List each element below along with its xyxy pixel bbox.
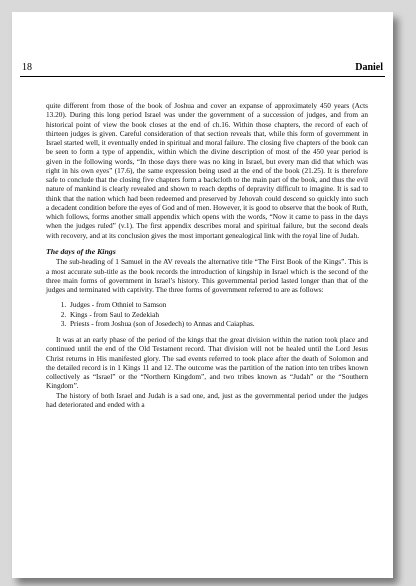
body-paragraph: quite different from those of the book of Joshua and cover an expanse of approximately 450 years (Acts 13.20). During this long period Israel was under the government of a succession of judges, and from an historical point of view the book closes at the end of ch.16. Within those chapters, the record of each of thirteen judges is given. Careful consideration of that section reveals that, while this form of government in Israel started well, it eventually ended in spiritual and moral failure. The closing five chapters of the book can be seen to form a type of appendix, within which the divine description of most of the 450 year period is given in the following words, “In those days there was no king in Israel, but every man did that which was right in his own eyes” (17.6), the same expression being used at the end of the book (21.25). It is therefore safe to conclude that the closing five chapters form a backcloth to the main part of the book, and thus the evil nature of mankind is clearly revealed and shown to reach depths of depravity difficult to imagine. It is sad to think that the nation which had been redeemed and preserved by Jehovah could descend so quickly into such a decadent condition before the eyes of God and of men. However, it is good to observe that the book of Ruth, which follows, forms another small appendix which opens with the words, “Now it came to pass in the days when the judges ruled” (v.1). The first appendix describes moral and spiritual failure, but the second deals with recovery, and at its conclusion gives the most important genealogical link with the royal line of Judah. <box>46 101 368 240</box>
chapter-title: Daniel <box>355 62 383 73</box>
body-paragraph: It was at an early phase of the period of the kings that the great division within the nation took place and continued until the end of the Old Testament record. That division will not be healed until the Lord Jesus Christ returns in His manifested glory. The sad events referred to took place after the death of Solomon and the detailed record is in 1 Kings 11 and 12. The outcome was the partition of the nation into ten tribes known collectively as “Israel” or the “Northern Kingdom”, and two tribes known as “Judah” or the “Southern Kingdom”. <box>46 335 368 391</box>
page-number: 18 <box>22 62 32 73</box>
government-forms-list <box>46 300 368 328</box>
list-item: 3. Priests - from Joshua (son of Josedech) to Annas and Caiaphas. <box>68 319 368 328</box>
body-paragraph: The sub-heading of 1 Samuel in the AV reveals the alternative title “The First Book of the Kings”. This is a most accurate sub-title as the book records the introduction of kingship in Israel which is the second of the three main forms of government in Israel’s history. This governmental period lasted longer than that of the judges and terminated with captivity. The three forms of government referred to are as follows: <box>46 257 368 294</box>
list-item: 1. Judges - from Othniel to Samson <box>68 300 368 309</box>
book-page <box>12 12 393 578</box>
body-paragraph: The history of both Israel and Judah is a sad one, and, just as the governmental period under the judges had deteriorated and ended with a <box>46 390 368 409</box>
section-heading: The days of the Kings <box>46 246 116 256</box>
list-item: 2. Kings - from Saul to Zedekiah <box>68 310 368 319</box>
page-body <box>46 101 368 409</box>
running-header <box>20 62 385 77</box>
